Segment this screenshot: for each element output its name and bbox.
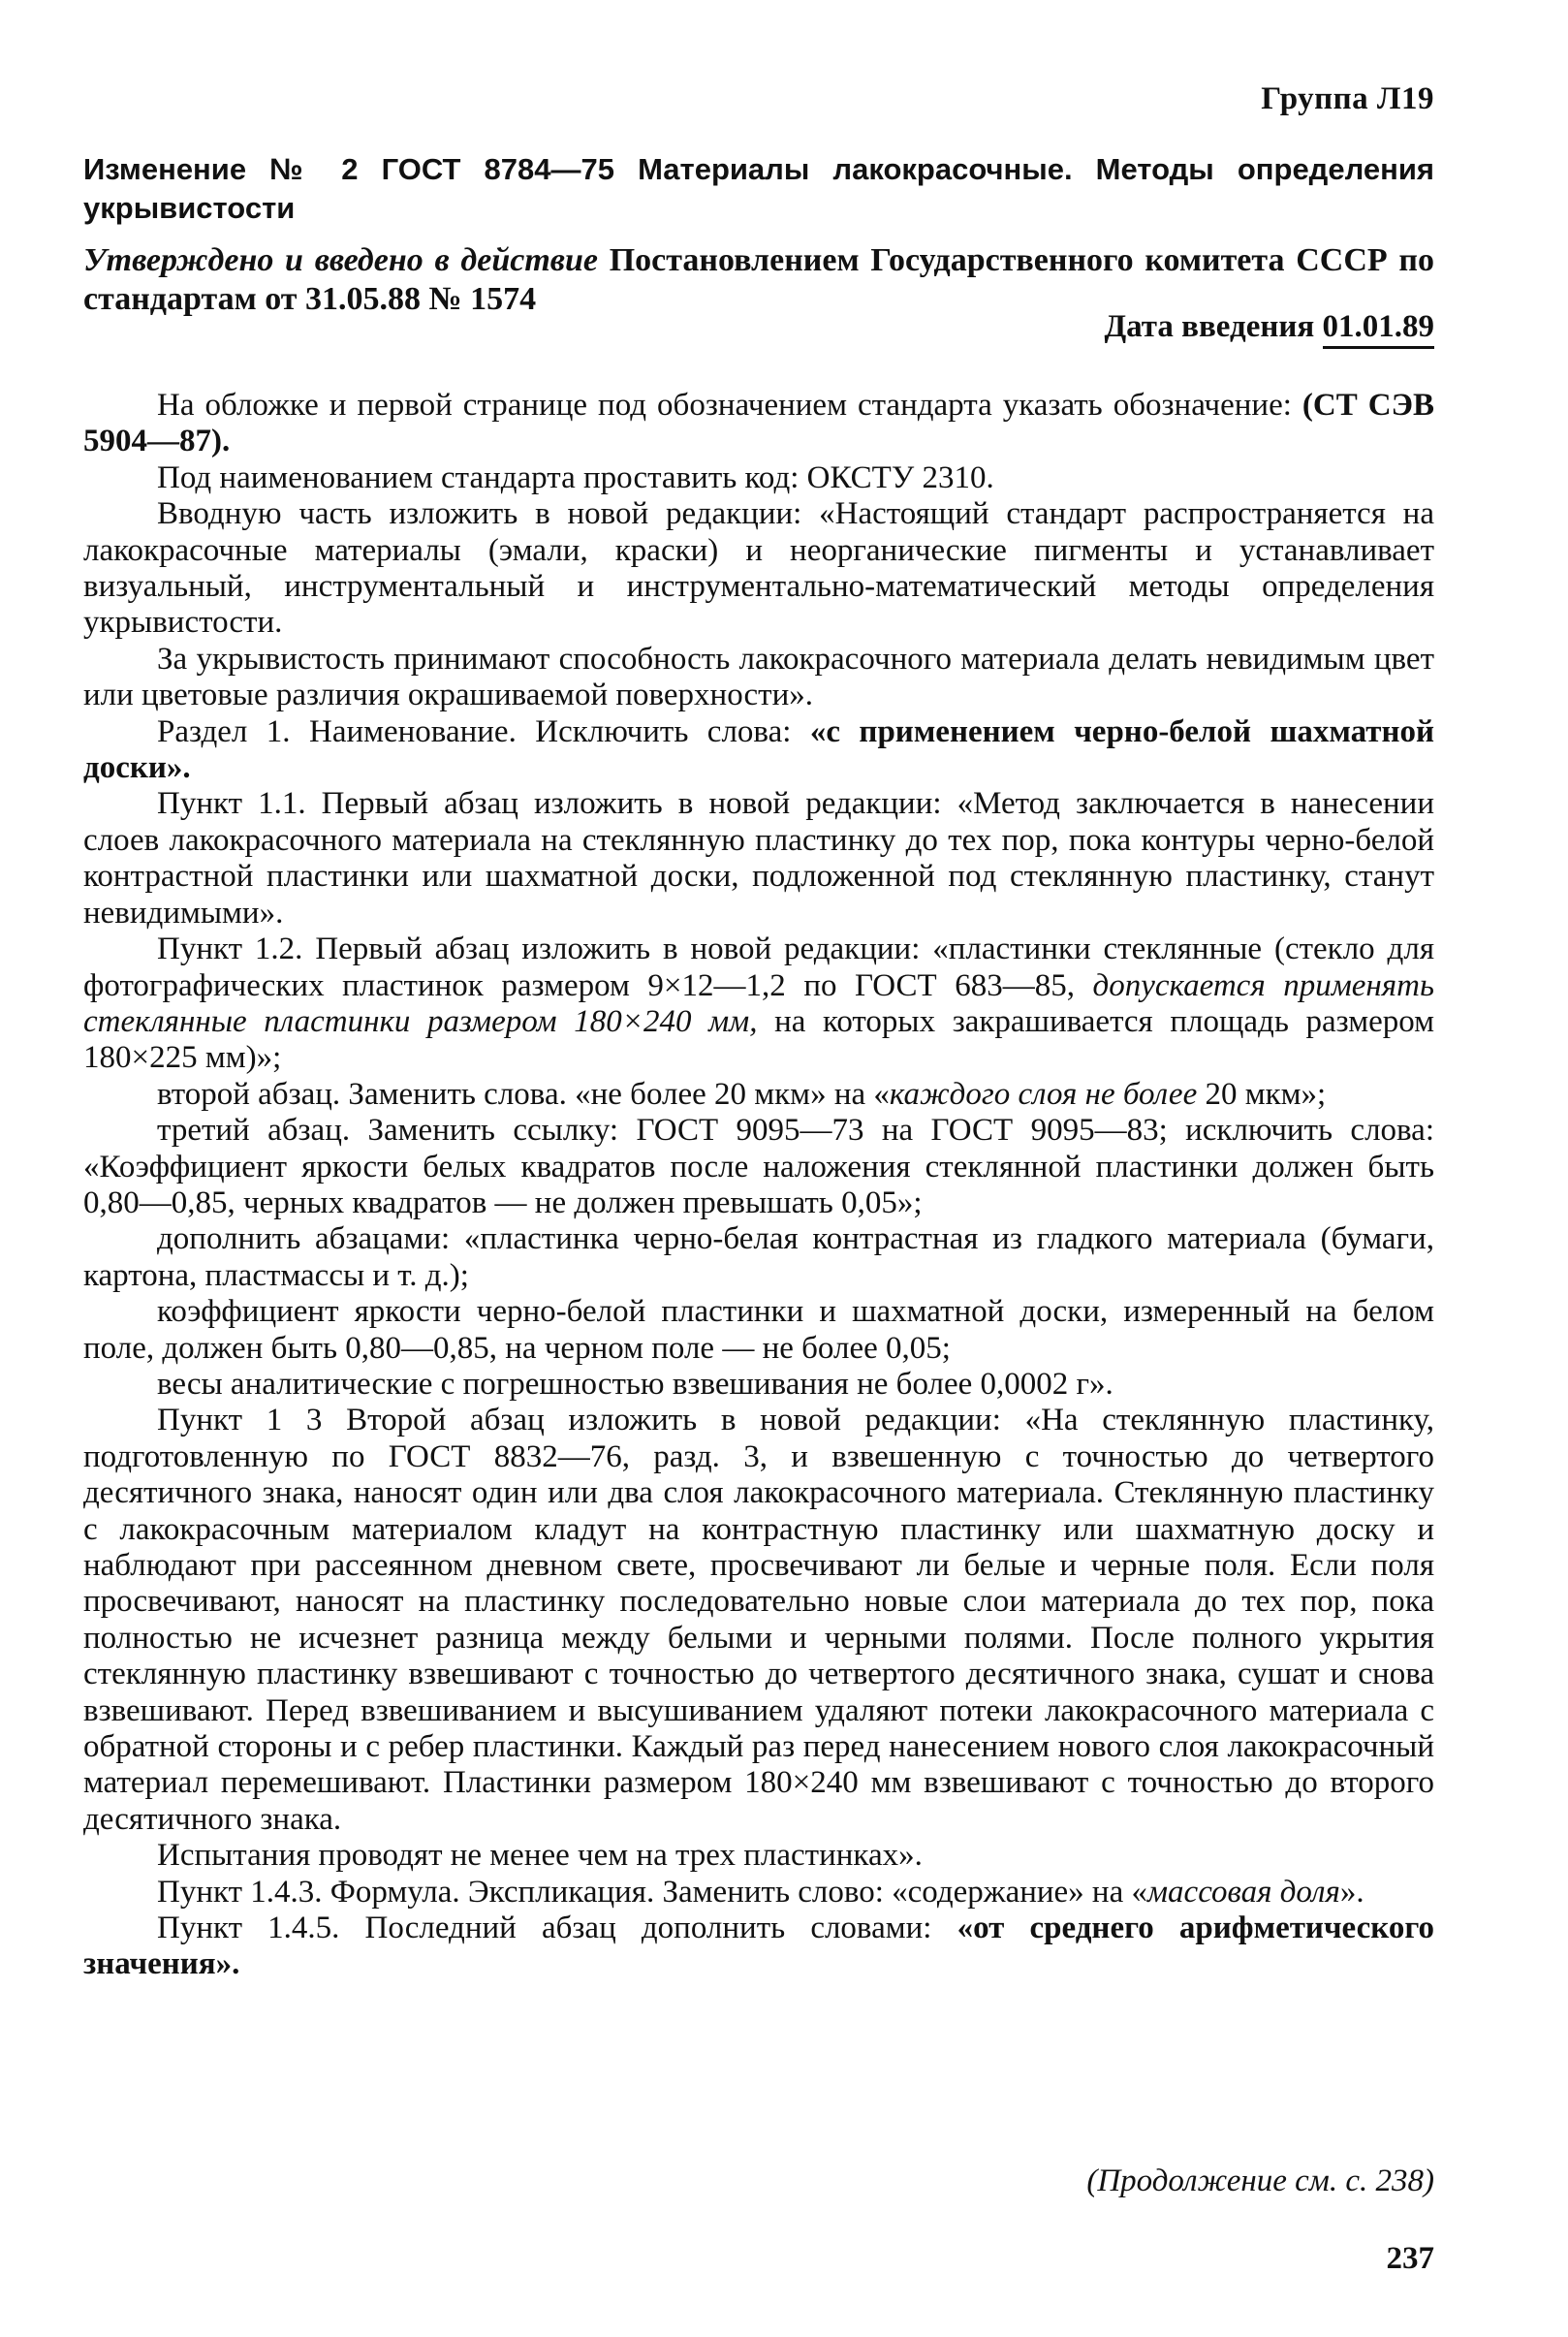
document-body — [83, 388, 1434, 1983]
paragraph: весы аналитические с погрешностью взвешивания не более 0,0002 г». — [157, 1366, 1113, 1402]
paragraph — [83, 932, 1434, 1077]
paragraph-text: Пункт 1.4.5. Последний абзац дополнить словами: — [157, 1911, 957, 1946]
group-label: Группа Л19 — [1261, 81, 1434, 116]
paragraph-italic: массовая доля — [1147, 1874, 1340, 1910]
paragraph — [83, 388, 1434, 460]
paragraph-bold: (СТ СЭВ 5904—87). — [83, 388, 1434, 459]
paragraph — [83, 1911, 1434, 1983]
paragraph: дополнить абзацами: «пластинка черно-белая контрастная из гладкого материала (бумаги, картона, пластмассы и т. д.); — [83, 1221, 1434, 1293]
paragraph-text: на которых закрашивается площадь размером 180×225 мм)»; — [83, 1003, 1434, 1076]
paragraph: коэффициент яркости черно-белой пластинки и шахматной доски, измеренный на белом поле, должен быть 0,80—0,85, на черном поле — не более 0,05; — [83, 1294, 1434, 1366]
paragraph: третий абзац. Заменить ссылку: ГОСТ 9095—73 на ГОСТ 9095—83; исключить слова: «Коэффициент яркости белых квадратов после наложения стеклянной пластинки должен быть 0,80—0,85, черных квадратов — не должен превышать 0,05»; — [83, 1113, 1434, 1220]
paragraph-text: Раздел 1. Наименование. Исключить слова: — [157, 713, 810, 749]
paragraph-italic: каждого слоя не более — [889, 1076, 1198, 1112]
paragraph-text: Пункт 1.4.3. Формула. Экспликация. Заменить слово: «содержание» на « — [157, 1874, 1147, 1910]
paragraph: За укрывистость принимают способность лакокрасочного материала делать невидимым цвет или цветовые различия окрашиваемой поверхности». — [83, 641, 1434, 713]
paragraph-text: 20 мкм»; — [1197, 1076, 1327, 1112]
effective-date-label: Дата введения — [1104, 309, 1323, 344]
paragraph-italic: допускается применять стеклянные пластинки размером 180×240 мм, — [83, 967, 1434, 1039]
paragraph: Испытания проводят не менее чем на трех пластинках». — [157, 1838, 923, 1874]
paragraph-text: второй абзац. Заменить слова. «не более 20 мкм» на « — [157, 1076, 890, 1112]
paragraph: Пункт 1.1. Первый абзац изложить в новой редакции: «Метод заключается в нанесении слоев лакокрасочного материала на стеклянную пластинку до тех пор, пока контуры черно-белой контрастной пластинки или шахматной доски, подложенной под стеклянную пластинку, станут невидимыми». — [83, 786, 1434, 931]
approval-italic: Утверждено и введено в действие — [83, 242, 598, 278]
continuation-note: (Продолжение см. с. 238) — [1086, 2163, 1434, 2198]
paragraph-text: ». — [1339, 1874, 1364, 1910]
paragraph — [83, 1077, 1434, 1113]
change-title: Изменение № 2 ГОСТ 8784—75 Материалы лакокрасочные. Методы определения укрывистости — [83, 152, 1434, 225]
paragraph: Вводную часть изложить в новой редакции: «Настоящий стандарт распространяется на лакокрасочные материалы (эмали, краски) и неорганические пигменты и устанавливает визуальный, инструментальный и инструментально-математический методы определения укрывистости. — [83, 496, 1434, 641]
paragraph-text: На обложке и первой странице под обозначением стандарта указать обозначение: — [157, 388, 1302, 423]
paragraph-bold: «с применением черно-белой шахматной доски». — [83, 713, 1434, 786]
page-number: 237 — [1386, 2241, 1434, 2276]
effective-date — [1104, 307, 1434, 346]
effective-date-value: 01.01.89 — [1323, 309, 1435, 349]
paragraph: Под наименованием стандарта проставить код: ОКСТУ 2310. — [157, 459, 994, 495]
approval-rest: Постановлением Государственного комитета СССР по стандартам от 31.05.88 № 1574 — [83, 242, 1434, 317]
paragraph: Пункт 1 3 Второй абзац изложить в новой редакции: «На стеклянную пластинку, подготовленную по ГОСТ 8832—76, разд. 3, и взвешенную с точностью до четвертого десятичного знака, наносят один или два слоя лакокрасочного материала. Стеклянную пластинку с лакокрасочным материалом кладут на контрастную пластинку или шахматную доску и наблюдают при рассеянном дневном свете, просвечивают ли белые и черные поля. Если поля просвечивают, наносят на пластинку последовательно новые слои материала до тех пор, пока полностью не исчезнет разница между белыми и черными полями. После полного укрытия стеклянную пластинку взвешивают с точностью до четвертого десятичного знака, сушат и снова взвешивают. Перед взвешиванием и высушиванием удаляют потеки лакокрасочного материала с обратной стороны и с ребер пластинки. Каждый раз перед нанесением нового слоя лакокрасочный материал перемешивают. Пластинки размером 180×240 мм взвешивают с точностью до второго десятичного знака. — [83, 1403, 1434, 1837]
paragraph-text: Пункт 1.2. Первый абзац изложить в новой редакции: «пластинки стеклянные (стекло для фотографических пластинок размером 9×12—1,2 по ГОСТ 683—85, — [83, 932, 1434, 1003]
paragraph — [83, 714, 1434, 787]
paragraph-bold: «от среднего арифметического значения». — [83, 1911, 1434, 1982]
paragraph — [83, 1875, 1434, 1911]
